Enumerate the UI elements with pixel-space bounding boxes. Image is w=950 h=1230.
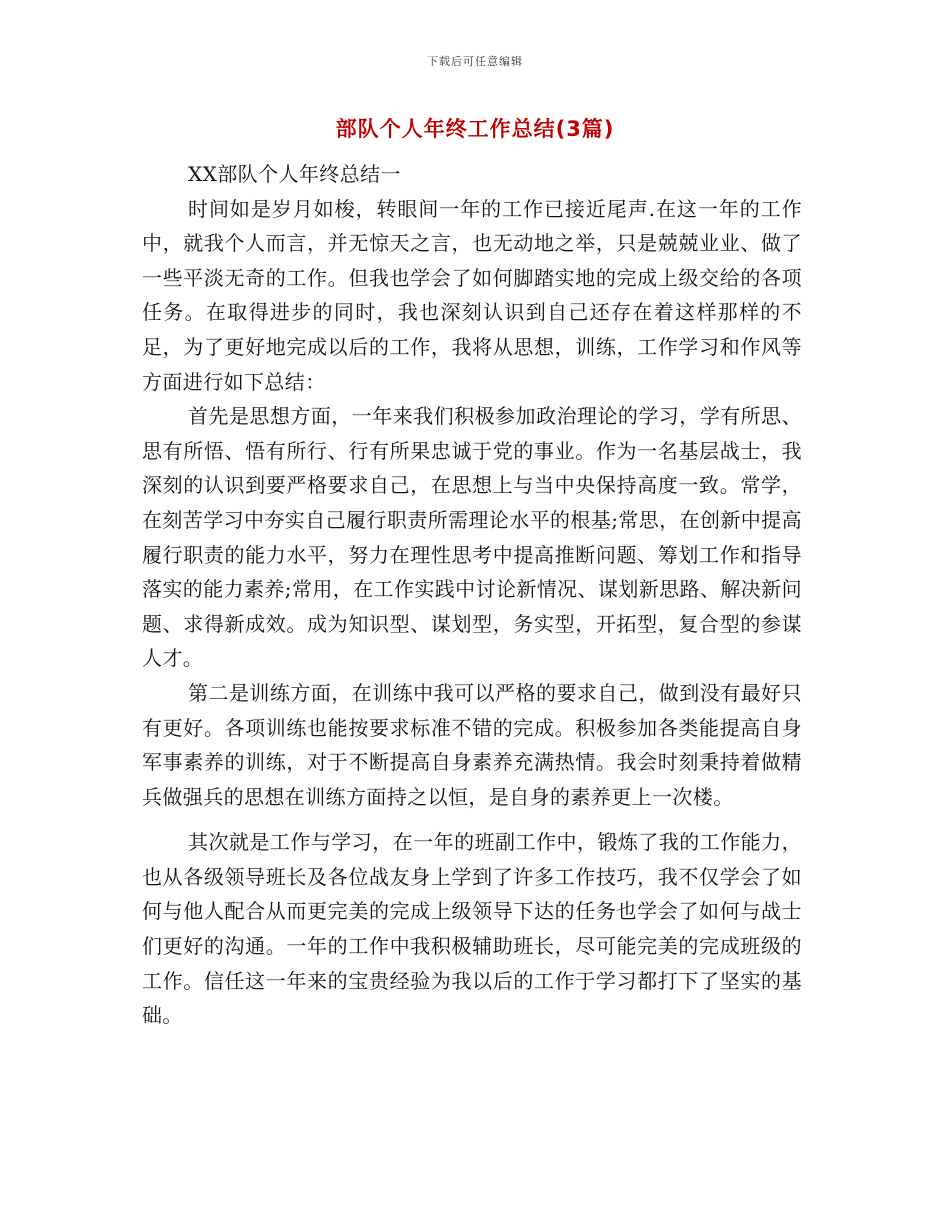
- document-title: 部队个人年终工作总结(3篇): [335, 117, 615, 141]
- paragraph-work-study: 其次就是工作与学习，在一年的班副工作中，锻炼了我的工作能力，也从各级领导班长及各位战友身上学到了许多工作技巧，我不仅学会了如何与他人配合从而更完美的完成上级领导下达的任务也学会了如何与战士们更好的沟通。一年的工作中我积极辅助班长，尽可能完美的完成班级的工作。信任这一年来的宝贵经验为我以后的工作于学习都打下了坚实的基础。: [142, 830, 802, 1028]
- paragraph-training: 第二是训练方面，在训练中我可以严格的要求自己，做到没有最好只有更好。各项训练也能按要求标准不错的完成。积极参加各类能提高自身军事素养的训练，对于不断提高自身素养充满热情。我会时刻秉持着做精兵做强兵的思想在训练方面持之以恒，是自身的素养更上一次楼。: [142, 680, 802, 809]
- paragraph-intro: 时间如是岁月如梭，转眼间一年的工作已接近尾声.在这一年的工作中，就我个人而言，并无惊天之言，也无动地之举，只是兢兢业业、做了一些平淡无奇的工作。但我也学会了如何脚踏实地的完成上级交给的各项任务。在取得进步的同时，我也深刻认识到自己还存在着这样那样的不足，为了更好地完成以后的工作，我将从思想，训练，工作学习和作风等方面进行如下总结：: [142, 196, 802, 394]
- paragraph-thought: 首先是思想方面，一年来我们积极参加政治理论的学习，学有所思、思有所悟、悟有所行、行有所果忠诚于党的事业。作为一名基层战士，我深刻的认识到要严格要求自己，在思想上与当中央保持高度一致。常学，在刻苦学习中夯实自己履行职责所需理论水平的根基;常思，在创新中提高履行职责的能力水平，努力在理性思考中提高推断问题、筹划工作和指导落实的能力素养;常用，在工作实践中讨论新情况、谋划新思路、解决新问题、求得新成效。成为知识型、谋划型，务实型，开拓型，复合型的参谋人才。: [142, 404, 802, 671]
- document-body: [142, 157, 802, 1033]
- section-subheading: XX部队个人年终总结一: [188, 162, 401, 186]
- header-note: 下载后可任意编辑: [427, 55, 523, 68]
